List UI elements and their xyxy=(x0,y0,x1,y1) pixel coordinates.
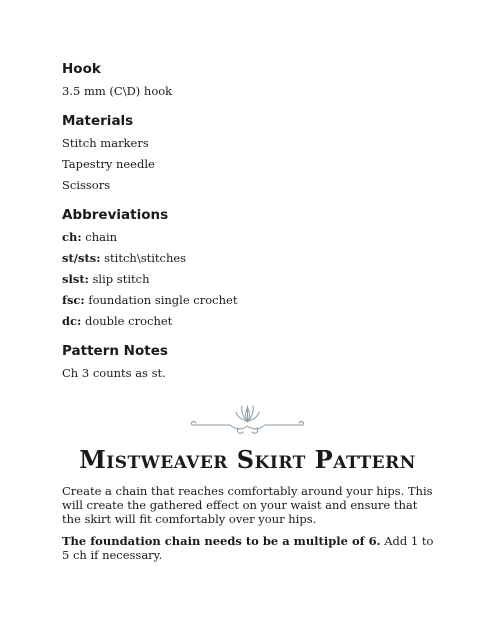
materials-item: Scissors xyxy=(62,178,111,192)
materials-item: Tapestry needle xyxy=(62,157,155,171)
foundation-chain-paragraph xyxy=(62,534,437,562)
abbreviation-item xyxy=(62,272,435,287)
abbreviation-term: dc: xyxy=(62,314,82,328)
pattern-notes-heading: Pattern Notes xyxy=(62,343,168,359)
abbreviation-item xyxy=(62,314,435,329)
abbreviation-item xyxy=(62,230,435,245)
abbreviation-term: ch: xyxy=(62,230,82,244)
abbreviation-meaning: chain xyxy=(81,230,118,244)
intro-paragraph: Create a chain that reaches comfortably around your hips. This will create the gathered effect on your waist and ensure that the skirt will fit comfortably over your hips. xyxy=(62,484,433,526)
hook-value: 3.5 mm (C\D) hook xyxy=(62,84,173,98)
pattern-notes-text: Ch 3 counts as st. xyxy=(62,366,166,380)
hook-heading: Hook xyxy=(62,61,101,77)
abbreviation-meaning: slip stitch xyxy=(88,272,150,286)
foundation-chain-rest: Add 1 to 5 ch if necessary. xyxy=(62,534,434,562)
abbreviation-item xyxy=(62,251,435,266)
abbreviation-term: slst: xyxy=(62,272,89,286)
materials-heading: Materials xyxy=(62,113,134,129)
foundation-chain-emphasis: The foundation chain needs to be a multiple of 6. xyxy=(62,534,381,548)
abbreviation-meaning: foundation single crochet xyxy=(84,293,238,307)
abbreviations-heading: Abbreviations xyxy=(62,207,169,223)
floral-divider-icon xyxy=(190,402,305,436)
abbreviation-term: fsc: xyxy=(62,293,85,307)
abbreviation-meaning: double crochet xyxy=(81,314,173,328)
pattern-title: Mistweaver Skirt Pattern xyxy=(79,445,416,474)
abbreviation-meaning: stitch\stitches xyxy=(100,251,187,265)
abbreviation-item xyxy=(62,293,435,308)
materials-item: Stitch markers xyxy=(62,136,149,150)
abbreviation-term: st/sts: xyxy=(62,251,101,265)
